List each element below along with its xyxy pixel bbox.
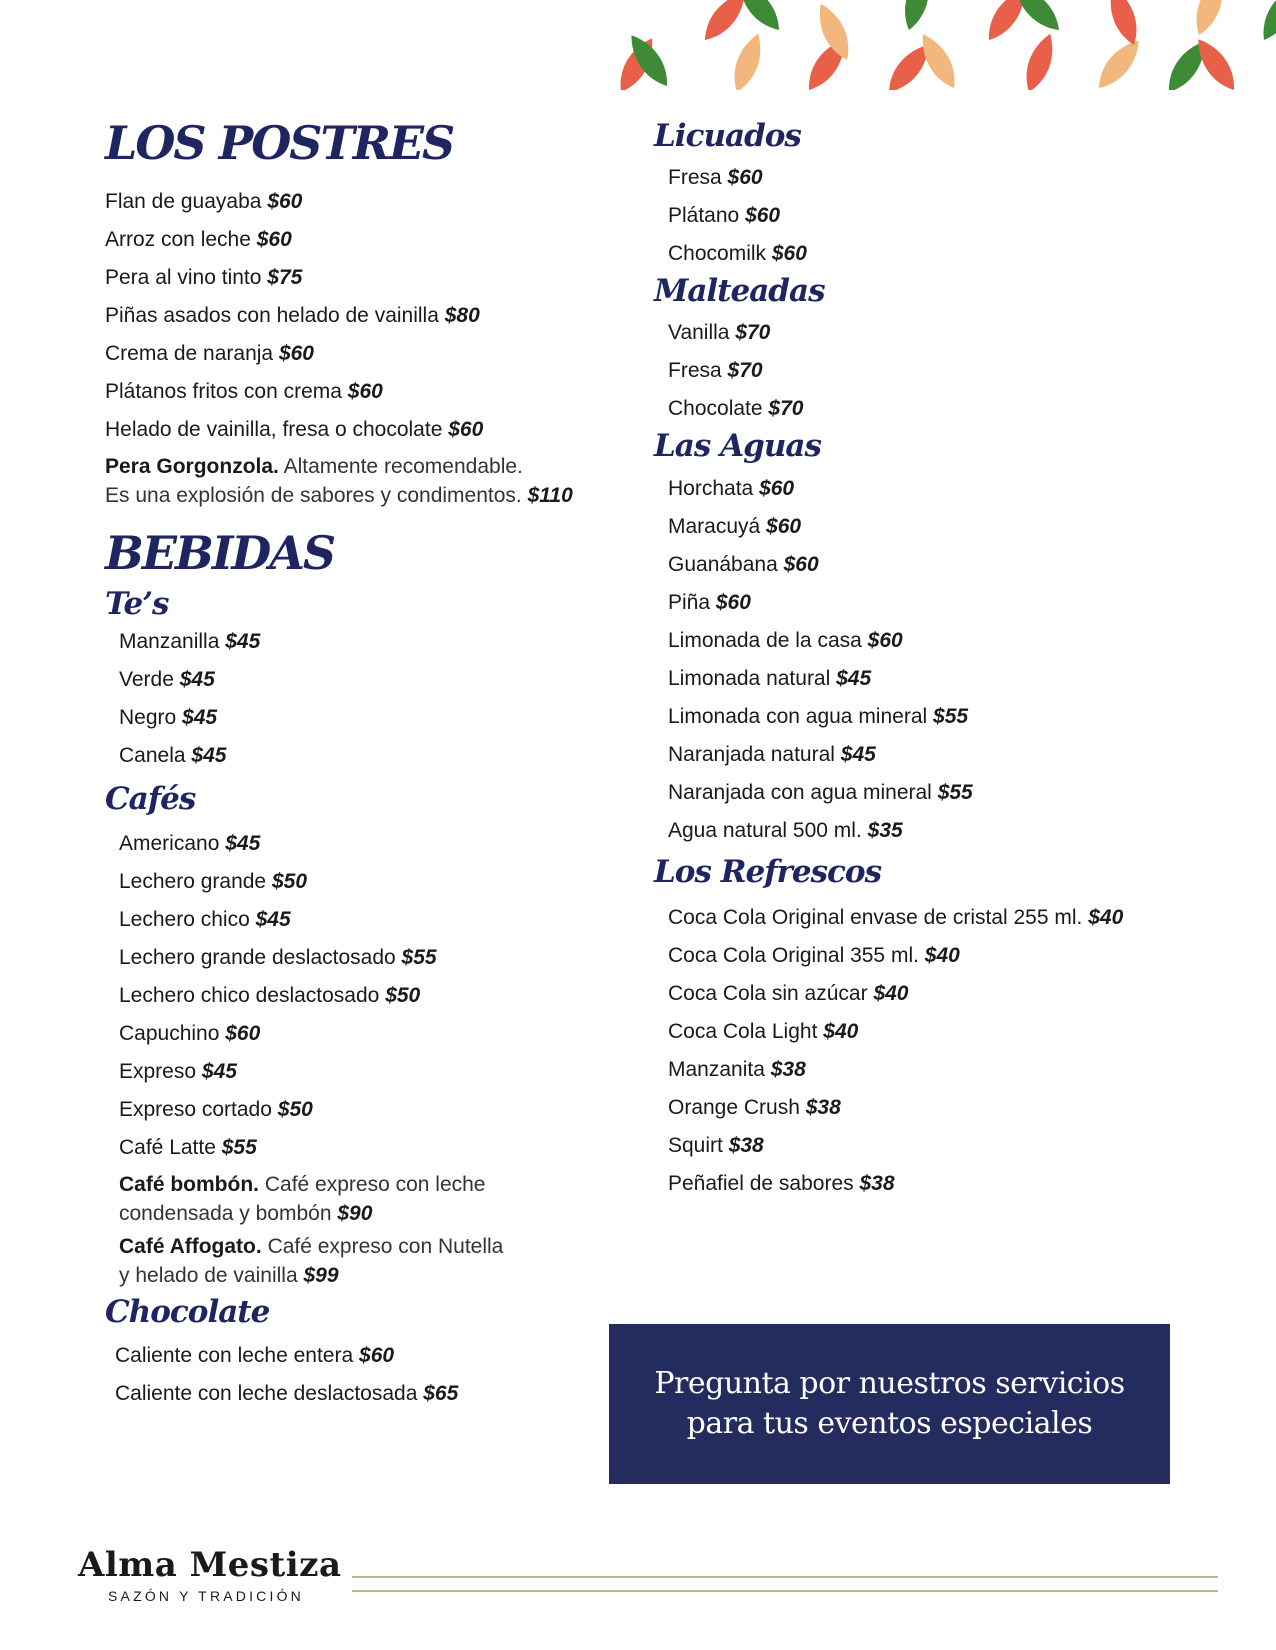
list-item: Vanilla $70 xyxy=(668,321,771,345)
list-item: Lechero chico deslactosado $50 xyxy=(119,983,421,1007)
list-item: Flan de guayaba $60 xyxy=(105,189,303,213)
postres-list xyxy=(105,183,605,510)
brand-logo xyxy=(78,1545,342,1604)
licuados-list xyxy=(654,159,1214,273)
malteadas-heading: Malteadas xyxy=(654,273,825,310)
list-item: Coca Cola sin azúcar $40 xyxy=(668,981,909,1005)
list-item: Maracuyá $60 xyxy=(668,514,802,538)
banner-line-2: para tus eventos especiales xyxy=(686,1406,1093,1441)
left-column xyxy=(105,118,605,1413)
aguas-heading: Las Aguas xyxy=(654,428,821,465)
banner-text xyxy=(654,1364,1124,1444)
list-item: Negro $45 xyxy=(119,706,218,730)
list-item: Plátano $60 xyxy=(668,204,781,228)
list-item: Chocomilk $60 xyxy=(668,242,807,266)
list-item: Crema de naranja $60 xyxy=(105,341,314,365)
refrescos-heading: Los Refrescos xyxy=(654,853,882,890)
chocolate-heading: Chocolate xyxy=(105,1293,270,1330)
list-item: Verde $45 xyxy=(119,668,215,692)
list-item: Squirt $38 xyxy=(668,1133,764,1157)
chocolate-list xyxy=(105,1337,605,1413)
list-item: Caliente con leche deslactosada $65 xyxy=(115,1381,459,1405)
list-item: Orange Crush $38 xyxy=(668,1095,841,1119)
list-item: Caliente con leche entera $60 xyxy=(115,1343,395,1367)
list-item: Expreso $45 xyxy=(119,1059,237,1083)
cafes-heading: Cafés xyxy=(105,781,196,818)
list-item: Coca Cola Original 355 ml. $40 xyxy=(668,943,960,967)
list-item: Expreso cortado $50 xyxy=(119,1097,313,1121)
list-item: Café Latte $55 xyxy=(119,1135,257,1159)
list-item: Limonada con agua mineral $55 xyxy=(668,704,969,728)
banner-line-1: Pregunta por nuestros servicios xyxy=(654,1366,1125,1401)
list-item: Lechero grande $50 xyxy=(119,869,308,893)
postres-heading: LOS POSTRES xyxy=(105,116,454,170)
list-item: Peñafiel de sabores $38 xyxy=(668,1171,895,1195)
list-item: Americano $45 xyxy=(119,831,261,855)
footer-rule-top xyxy=(352,1576,1218,1578)
tes-heading: Te’s xyxy=(105,586,169,623)
list-item: Horchata $60 xyxy=(668,476,795,500)
list-item: Coca Cola Light $40 xyxy=(668,1019,859,1043)
list-item: Manzanilla $45 xyxy=(119,630,261,654)
list-item: Piñas asados con helado de vainilla $80 xyxy=(105,303,480,327)
list-item: Helado de vainilla, fresa o chocolate $60 xyxy=(105,417,484,441)
list-item: Arroz con leche $60 xyxy=(105,227,292,251)
list-item: Naranjada natural $45 xyxy=(668,742,876,766)
list-item: Fresa $70 xyxy=(668,359,763,383)
list-item: Manzanita $38 xyxy=(668,1057,806,1081)
list-item: Fresa $60 xyxy=(668,166,763,190)
leaf-icons xyxy=(612,0,1276,90)
list-item: Pera al vino tinto $75 xyxy=(105,265,303,289)
list-item: Agua natural 500 ml. $35 xyxy=(668,818,903,842)
list-item-affogato: Café Affogato. Café expreso con Nutella y helado de vainilla $99 xyxy=(119,1234,504,1287)
list-item: Naranjada con agua mineral $55 xyxy=(668,780,973,804)
list-item: Capuchino $60 xyxy=(119,1021,261,1045)
malteadas-list xyxy=(654,314,1214,428)
right-column xyxy=(654,118,1214,1203)
list-item: Coca Cola Original envase de cristal 255 ml. $40 xyxy=(668,905,1124,929)
list-item: Plátanos fritos con crema $60 xyxy=(105,379,383,403)
list-item: Lechero chico $45 xyxy=(119,907,291,931)
list-item: Lechero grande deslactosado $55 xyxy=(119,945,437,969)
list-item: Piña $60 xyxy=(668,590,751,614)
list-item: Canela $45 xyxy=(119,744,227,768)
list-item-bombon: Café bombón. Café expreso con leche condensada y bombón $90 xyxy=(119,1172,486,1225)
refrescos-list xyxy=(654,899,1214,1203)
cafes-list xyxy=(105,825,605,1290)
bebidas-heading: BEBIDAS xyxy=(105,525,335,580)
list-item: Chocolate $70 xyxy=(668,397,804,421)
aguas-list xyxy=(654,470,1214,850)
brand-tagline: SAZÓN Y TRADICIÓN xyxy=(108,1588,304,1604)
leaf-pattern-decoration xyxy=(609,0,1276,90)
list-item: Limonada natural $45 xyxy=(668,666,872,690)
events-banner xyxy=(609,1324,1170,1484)
list-item: Limonada de la casa $60 xyxy=(668,628,903,652)
footer-rule-bottom xyxy=(352,1590,1218,1592)
list-item-special: Pera Gorgonzola. Altamente recomendable. Es una explosión de sabores y condimentos. $110 xyxy=(105,454,573,507)
tes-list xyxy=(105,623,605,775)
brand-name: Alma Mestiza xyxy=(78,1545,342,1585)
licuados-heading: Licuados xyxy=(654,118,801,154)
list-item: Guanábana $60 xyxy=(668,552,819,576)
